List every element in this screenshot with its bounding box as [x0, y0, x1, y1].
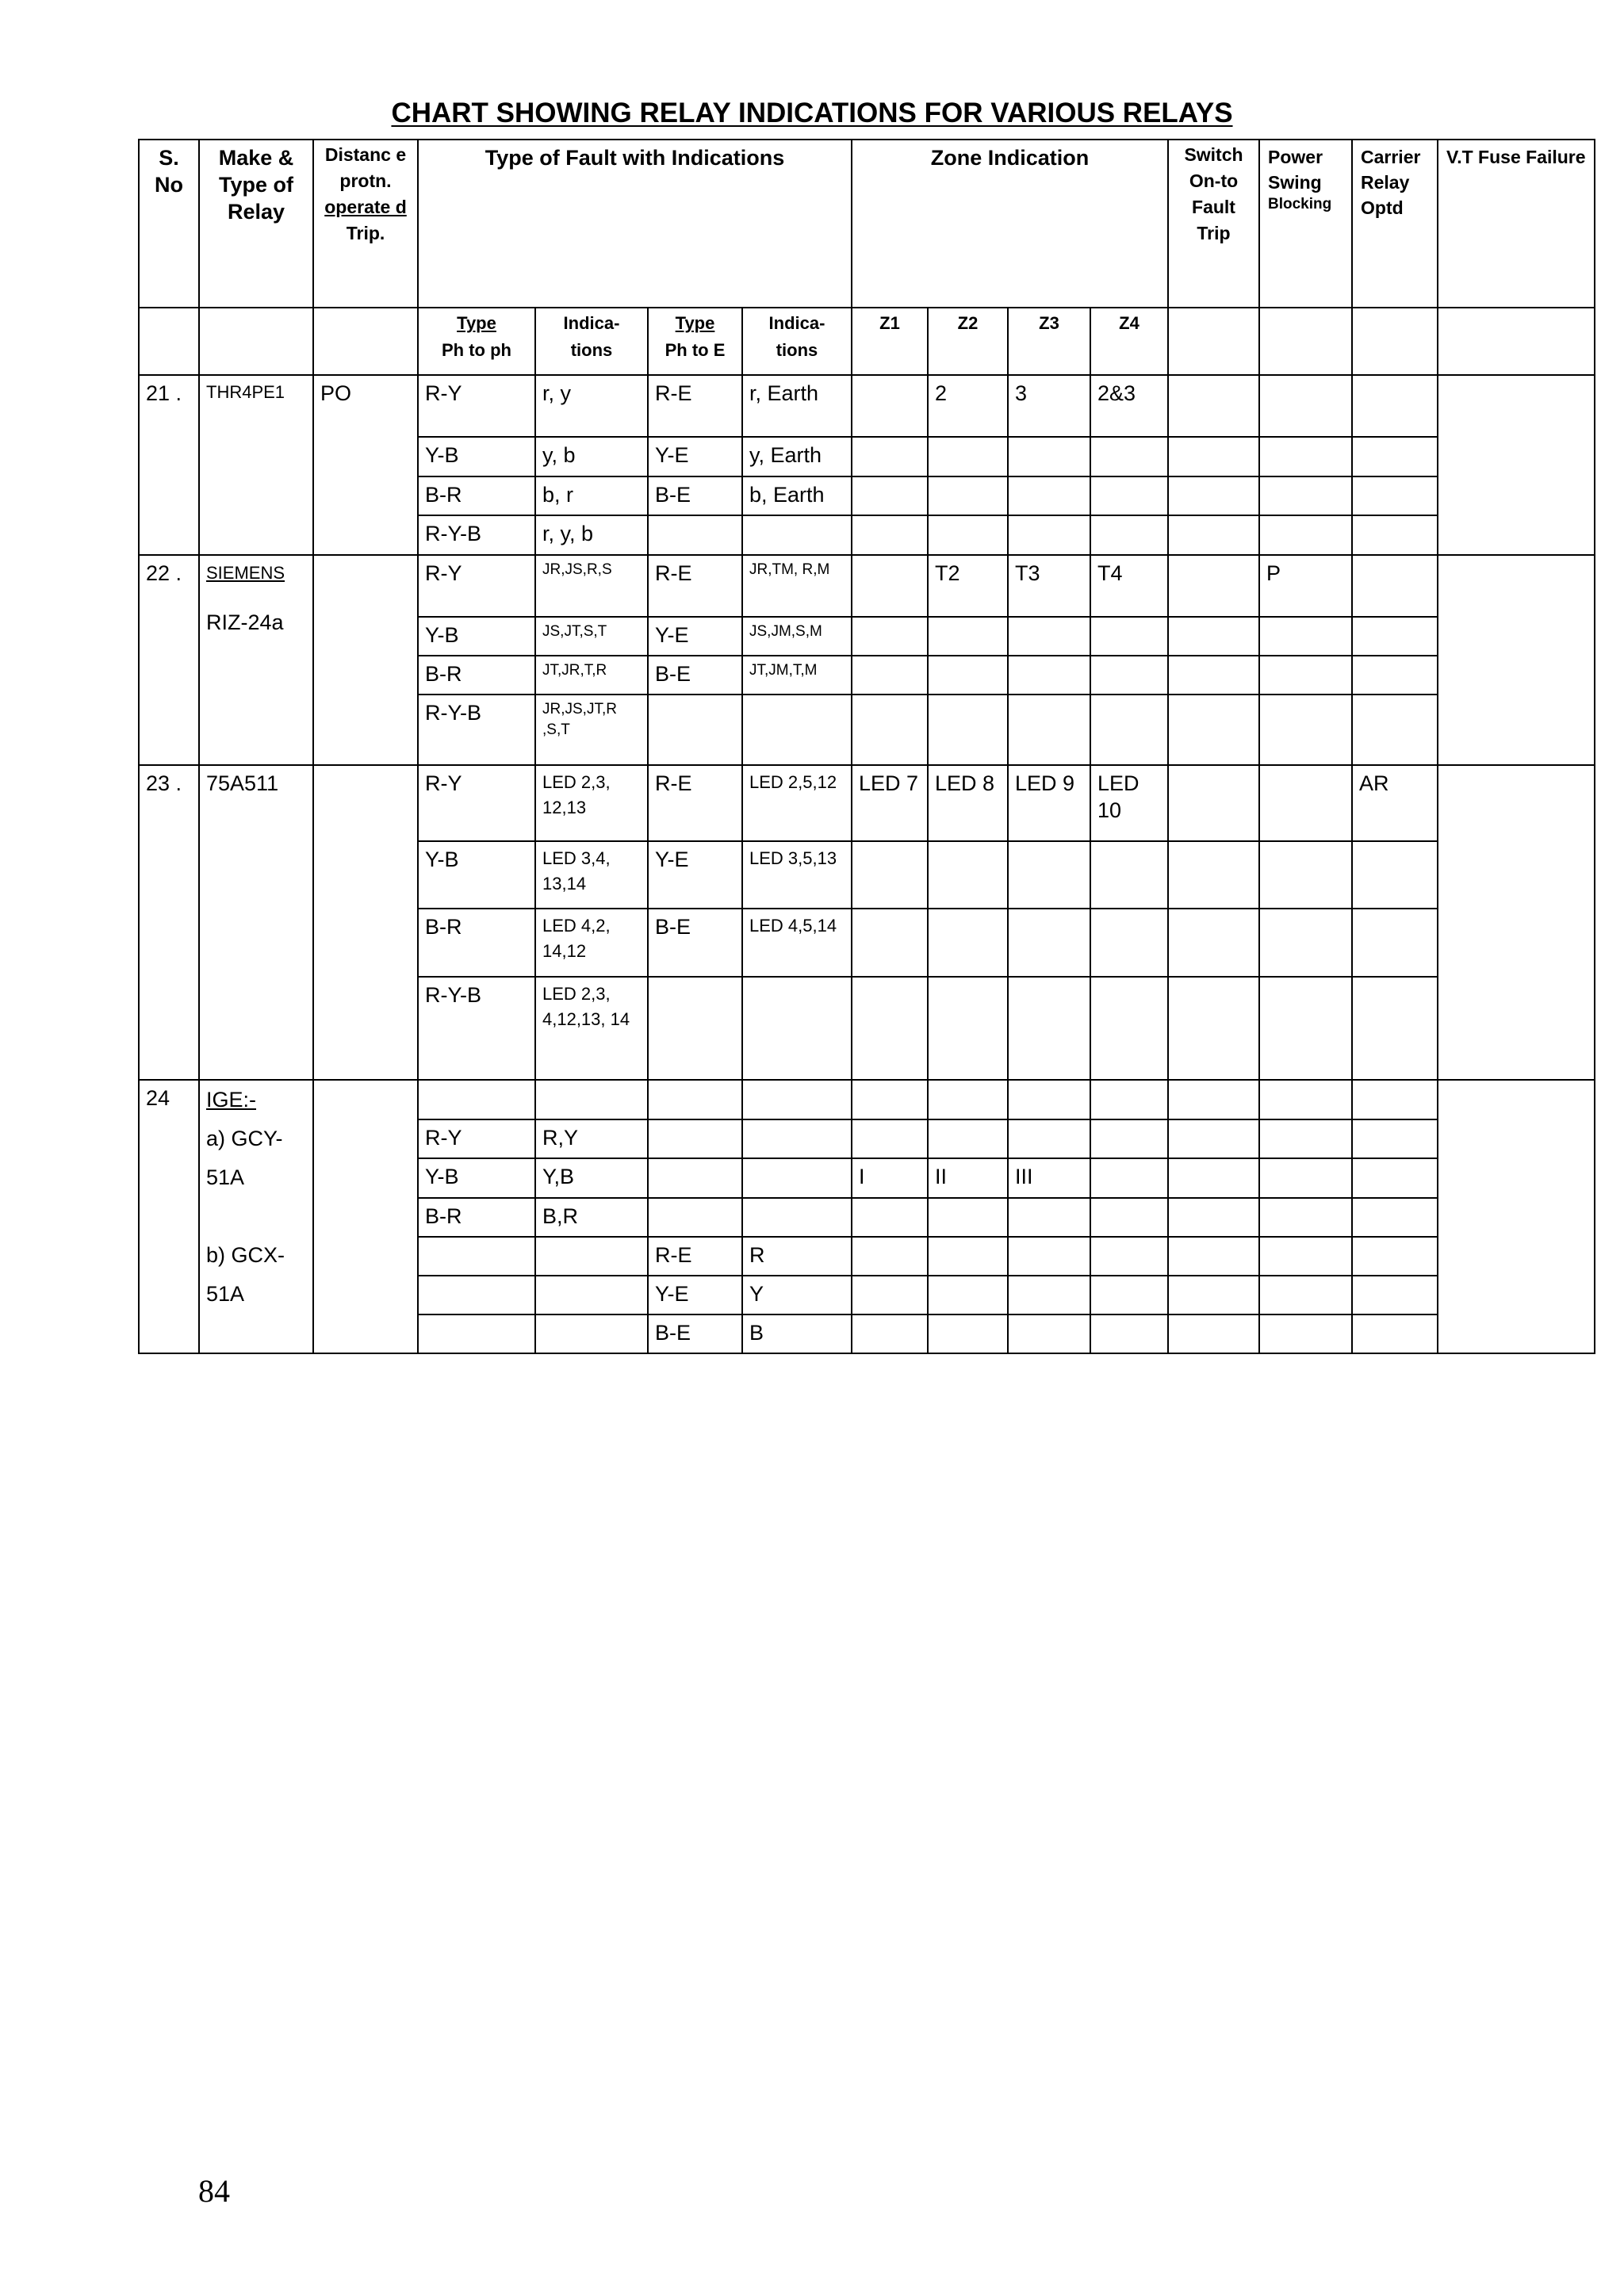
- cell: [852, 977, 928, 1080]
- header-fault: Type of Fault with Indications: [418, 140, 852, 308]
- cell: [648, 1198, 742, 1237]
- cell: [1352, 1198, 1438, 1237]
- cell: [852, 555, 928, 617]
- fault-ind-pp: JT,JR,T,R: [535, 656, 648, 695]
- fault-ind-pp: JR,JS,R,S: [535, 555, 648, 617]
- cell: [313, 765, 418, 1080]
- cell: [535, 1080, 648, 1119]
- cell: [1352, 515, 1438, 555]
- cell: [1168, 695, 1259, 765]
- cell: [852, 515, 928, 555]
- sno-23: 23 .: [139, 765, 199, 1080]
- cell: [1168, 1080, 1259, 1119]
- fault-ind-pp: B,R: [535, 1198, 648, 1237]
- cell: [1090, 695, 1168, 765]
- fault-type-pp: R-Y: [418, 1119, 535, 1158]
- fault-type-pp: Y-B: [418, 617, 535, 656]
- cell: [1259, 977, 1352, 1080]
- cell: [1352, 308, 1438, 375]
- cell: [852, 841, 928, 909]
- cell: [1090, 437, 1168, 476]
- fault-ind-pp: b, r: [535, 476, 648, 515]
- cell: [1352, 617, 1438, 656]
- cell: [1168, 1119, 1259, 1158]
- fault-type-pe: B-E: [648, 656, 742, 695]
- cell: [852, 476, 928, 515]
- cell: [535, 1237, 648, 1276]
- cell: [1168, 765, 1259, 841]
- fault-ind-pp: LED 3,4, 13,14: [535, 841, 648, 909]
- cell: [1352, 375, 1438, 437]
- cell: [852, 656, 928, 695]
- zone-z3: III: [1008, 1158, 1090, 1198]
- cell: [1438, 1080, 1595, 1353]
- cell: [1008, 476, 1090, 515]
- cell: [1168, 476, 1259, 515]
- fault-type-pp: R-Y-B: [418, 977, 535, 1080]
- table-row: [139, 375, 1595, 437]
- cell: [1008, 1237, 1090, 1276]
- cell: [1259, 375, 1352, 437]
- cell: [928, 617, 1008, 656]
- cell: [928, 1119, 1008, 1158]
- cell: [139, 308, 199, 375]
- cell: [1352, 909, 1438, 977]
- cell: [1259, 1276, 1352, 1314]
- zone-z2: 2: [928, 375, 1008, 437]
- fault-ind-pp: y, b: [535, 437, 648, 476]
- cell: [1259, 1158, 1352, 1198]
- zone-z1: LED 7: [852, 765, 928, 841]
- cell: [1090, 1158, 1168, 1198]
- cell: [535, 1276, 648, 1314]
- fault-ind-pp: LED 2,3, 12,13: [535, 765, 648, 841]
- subheader-z1: Z1: [852, 308, 928, 375]
- cell: [1090, 656, 1168, 695]
- subheader-type-ph-ph: [418, 308, 535, 375]
- cell: [852, 909, 928, 977]
- cell: [1259, 1198, 1352, 1237]
- cell: [1259, 476, 1352, 515]
- cell: [1168, 1237, 1259, 1276]
- cell: [1259, 515, 1352, 555]
- zone-z4: T4: [1090, 555, 1168, 617]
- make-24-line: 51A: [206, 1282, 245, 1306]
- cell: [648, 695, 742, 765]
- fault-type-pp: Y-B: [418, 437, 535, 476]
- cell: [928, 1080, 1008, 1119]
- cell: [928, 1276, 1008, 1314]
- table-row: [139, 1080, 1595, 1119]
- cell: [1008, 1080, 1090, 1119]
- cell: [1090, 909, 1168, 977]
- sno-21: 21 .: [139, 375, 199, 555]
- fault-ind-pp: r, y, b: [535, 515, 648, 555]
- header-sno: S. No: [139, 140, 199, 308]
- cell: [1438, 555, 1595, 765]
- cell: [313, 555, 418, 765]
- fault-type-pe: B-E: [648, 1314, 742, 1353]
- cell: [1008, 437, 1090, 476]
- cell: [1352, 841, 1438, 909]
- cell: [535, 1314, 648, 1353]
- cell: [1090, 1314, 1168, 1353]
- cell: [1259, 308, 1352, 375]
- header-row: [139, 140, 1595, 308]
- cell: [1090, 841, 1168, 909]
- cell: [1438, 375, 1595, 555]
- header-distance-c: Trip.: [346, 223, 385, 243]
- cell: [313, 1080, 418, 1353]
- cell: [928, 437, 1008, 476]
- cell: [1352, 555, 1438, 617]
- cell: [1168, 1158, 1259, 1198]
- cell: [648, 1080, 742, 1119]
- cell: [928, 1314, 1008, 1353]
- cell: [648, 1119, 742, 1158]
- cell: [1259, 1314, 1352, 1353]
- fault-type-pp: B-R: [418, 1198, 535, 1237]
- cell: [928, 909, 1008, 977]
- cell: [1008, 841, 1090, 909]
- fault-type-pe: B-E: [648, 909, 742, 977]
- cell: [1168, 515, 1259, 555]
- cell: [1259, 695, 1352, 765]
- cell: [852, 1237, 928, 1276]
- zone-z2: II: [928, 1158, 1008, 1198]
- cell: [1090, 977, 1168, 1080]
- zone-z1: I: [852, 1158, 928, 1198]
- fault-ind-pe: r, Earth: [742, 375, 852, 437]
- fault-ind-pp: R,Y: [535, 1119, 648, 1158]
- cell: [852, 1314, 928, 1353]
- cell: [1352, 1276, 1438, 1314]
- cell: [1008, 1119, 1090, 1158]
- cell: [1259, 656, 1352, 695]
- header-distance-a: Distanc e protn.: [324, 144, 407, 191]
- cell: [1168, 1198, 1259, 1237]
- cell: [1008, 909, 1090, 977]
- cell: [648, 1158, 742, 1198]
- cell: [1168, 977, 1259, 1080]
- cell: [928, 656, 1008, 695]
- fault-ind-pe: JT,JM,T,M: [742, 656, 852, 695]
- fault-ind-pp: Y,B: [535, 1158, 648, 1198]
- cell: [742, 515, 852, 555]
- cell: [1090, 1198, 1168, 1237]
- cell: [1259, 841, 1352, 909]
- fault-type-pp: Y-B: [418, 1158, 535, 1198]
- cell: [928, 977, 1008, 1080]
- carrier-value: AR: [1352, 765, 1438, 841]
- zone-z4: 2&3: [1090, 375, 1168, 437]
- zone-z3: T3: [1008, 555, 1090, 617]
- zone-z4: LED 10: [1090, 765, 1168, 841]
- cell: [1008, 695, 1090, 765]
- fault-type-pe: R-E: [648, 765, 742, 841]
- subheader-z2: Z2: [928, 308, 1008, 375]
- cell: [928, 1237, 1008, 1276]
- header-sotf: Switch On-to Fault Trip: [1168, 140, 1259, 308]
- fault-type-pp: R-Y: [418, 555, 535, 617]
- make-23: 75A511: [199, 765, 313, 1080]
- fault-ind-pe: Y: [742, 1276, 852, 1314]
- cell: [1008, 1198, 1090, 1237]
- sno-24: 24: [139, 1080, 199, 1353]
- subheader-type-ph-ph-b: Ph to ph: [442, 340, 511, 360]
- zone-z2: T2: [928, 555, 1008, 617]
- cell: [742, 1198, 852, 1237]
- fault-type-pp: B-R: [418, 909, 535, 977]
- fault-type-pp: R-Y: [418, 765, 535, 841]
- cell: [313, 308, 418, 375]
- header-zone: Zone Indication: [852, 140, 1168, 308]
- cell: [1168, 555, 1259, 617]
- subheader-type-ph-ph-a: Type: [457, 313, 496, 333]
- header-power-swing-a: Power Swing: [1268, 147, 1323, 193]
- cell: [928, 476, 1008, 515]
- cell: [852, 437, 928, 476]
- cell: [1259, 1119, 1352, 1158]
- header-power-swing: [1259, 140, 1352, 308]
- cell: [1168, 1314, 1259, 1353]
- cell: [1008, 617, 1090, 656]
- sno-22: 22 .: [139, 555, 199, 765]
- cell: [1352, 977, 1438, 1080]
- cell: [928, 515, 1008, 555]
- page-number: 84: [198, 2173, 230, 2209]
- fault-type-pp: B-R: [418, 656, 535, 695]
- fault-type-pp: R-Y: [418, 375, 535, 437]
- header-distance: [313, 140, 418, 308]
- fault-ind-pe: LED 3,5,13: [742, 841, 852, 909]
- make-22: [199, 555, 313, 765]
- make-22-model: RIZ-24a: [206, 610, 284, 634]
- zone-z1: [852, 375, 928, 437]
- subheader-type-ph-e-a: Type: [675, 313, 715, 333]
- cell: [852, 1119, 928, 1158]
- header-make: Make & Type of Relay: [199, 140, 313, 308]
- header-carrier: Carrier Relay Optd: [1352, 140, 1438, 308]
- header-vt-fuse: V.T Fuse Failure: [1438, 140, 1595, 308]
- cell: [1168, 1276, 1259, 1314]
- cell: [928, 841, 1008, 909]
- cell: [1168, 656, 1259, 695]
- cell: [1168, 375, 1259, 437]
- subheader-type-ph-e: [648, 308, 742, 375]
- fault-ind-pe: JS,JM,S,M: [742, 617, 852, 656]
- cell: [1008, 1276, 1090, 1314]
- cell: [1352, 1237, 1438, 1276]
- cell: [852, 695, 928, 765]
- cell: [1090, 476, 1168, 515]
- cell: [1090, 515, 1168, 555]
- cell: [1168, 617, 1259, 656]
- fault-type-pe: Y-E: [648, 841, 742, 909]
- cell: [1168, 841, 1259, 909]
- make-24-line: IGE:-: [206, 1088, 257, 1112]
- cell: [1259, 765, 1352, 841]
- cell: [1352, 1080, 1438, 1119]
- fault-type-pe: R-E: [648, 375, 742, 437]
- make-22-brand: SIEMENS: [206, 563, 285, 583]
- make-24-line: 51A: [206, 1165, 245, 1189]
- make-24: [199, 1080, 313, 1353]
- cell: [1168, 909, 1259, 977]
- fault-type-pe: Y-E: [648, 1276, 742, 1314]
- cell: [199, 308, 313, 375]
- fault-type-pp: R-Y-B: [418, 695, 535, 765]
- cell: [742, 1080, 852, 1119]
- fault-type-pe: B-E: [648, 476, 742, 515]
- cell: [852, 1198, 928, 1237]
- cell: [1008, 977, 1090, 1080]
- cell: [1090, 1237, 1168, 1276]
- cell: [418, 1080, 535, 1119]
- cell: [1352, 656, 1438, 695]
- subheader-z4: Z4: [1090, 308, 1168, 375]
- fault-ind-pe: y, Earth: [742, 437, 852, 476]
- cell: [1090, 617, 1168, 656]
- cell: [1090, 1080, 1168, 1119]
- cell: [1259, 1237, 1352, 1276]
- cell: [648, 515, 742, 555]
- subheader-z3: Z3: [1008, 308, 1090, 375]
- cell: [742, 1119, 852, 1158]
- fault-type-pe: Y-E: [648, 437, 742, 476]
- subheader-indications-pe: Indica- tions: [742, 308, 852, 375]
- fault-ind-pp: LED 2,3, 4,12,13, 14: [535, 977, 648, 1080]
- fault-ind-pp: LED 4,2, 14,12: [535, 909, 648, 977]
- cell: [1008, 1314, 1090, 1353]
- distance-21: PO: [313, 375, 418, 555]
- cell: [1352, 1314, 1438, 1353]
- fault-ind-pe: b, Earth: [742, 476, 852, 515]
- cell: [1352, 437, 1438, 476]
- cell: [1352, 1158, 1438, 1198]
- fault-ind-pp: r, y: [535, 375, 648, 437]
- cell: [1008, 515, 1090, 555]
- cell: [1090, 1276, 1168, 1314]
- cell: [1008, 656, 1090, 695]
- cell: [1168, 308, 1259, 375]
- fault-type-pe: Y-E: [648, 617, 742, 656]
- header-distance-b: operate d: [324, 197, 407, 217]
- cell: [1168, 437, 1259, 476]
- cell: [1352, 1119, 1438, 1158]
- cell: [1259, 1080, 1352, 1119]
- cell: [852, 1080, 928, 1119]
- cell: [852, 617, 928, 656]
- fault-ind-pe: LED 2,5,12: [742, 765, 852, 841]
- cell: [1352, 476, 1438, 515]
- zone-z3: 3: [1008, 375, 1090, 437]
- table-row: [139, 555, 1595, 617]
- cell: [1259, 909, 1352, 977]
- fault-ind-pp: JS,JT,S,T: [535, 617, 648, 656]
- cell: [1259, 437, 1352, 476]
- fault-ind-pe: B: [742, 1314, 852, 1353]
- cell: [742, 1158, 852, 1198]
- zone-z3: LED 9: [1008, 765, 1090, 841]
- fault-type-pp: Y-B: [418, 841, 535, 909]
- cell: [418, 1276, 535, 1314]
- subheader-row: [139, 308, 1595, 375]
- fault-ind-pe: R: [742, 1237, 852, 1276]
- cell: [742, 695, 852, 765]
- fault-type-pe: R-E: [648, 555, 742, 617]
- cell: [1090, 1119, 1168, 1158]
- cell: [1259, 617, 1352, 656]
- fault-type-pp: R-Y-B: [418, 515, 535, 555]
- subheader-indications-pp: Indica- tions: [535, 308, 648, 375]
- cell: [1438, 308, 1595, 375]
- cell: [1352, 695, 1438, 765]
- fault-type-pp: B-R: [418, 476, 535, 515]
- page-title: CHART SHOWING RELAY INDICATIONS FOR VARIOUS RELAYS: [391, 98, 1233, 128]
- fault-ind-pe: JR,TM, R,M: [742, 555, 852, 617]
- cell: [418, 1314, 535, 1353]
- cell: [928, 1198, 1008, 1237]
- subheader-type-ph-e-b: Ph to E: [665, 340, 726, 360]
- cell: [1438, 765, 1595, 1080]
- power-swing-value: P: [1259, 555, 1352, 617]
- table-row: [139, 765, 1595, 841]
- cell: [928, 695, 1008, 765]
- cell: [418, 1237, 535, 1276]
- make-21: THR4PE1: [199, 375, 313, 555]
- fault-ind-pp: JR,JS,JT,R ,S,T: [535, 695, 648, 765]
- zone-z2: LED 8: [928, 765, 1008, 841]
- cell: [852, 1276, 928, 1314]
- fault-ind-pe: LED 4,5,14: [742, 909, 852, 977]
- make-24-line: a) GCY-: [206, 1127, 283, 1150]
- fault-type-pe: R-E: [648, 1237, 742, 1276]
- make-24-line: [206, 1197, 306, 1236]
- make-24-line: b) GCX-: [206, 1243, 285, 1267]
- cell: [742, 977, 852, 1080]
- cell: [648, 977, 742, 1080]
- relay-indication-table: [138, 139, 1595, 1354]
- header-power-swing-b: Blocking: [1268, 196, 1332, 212]
